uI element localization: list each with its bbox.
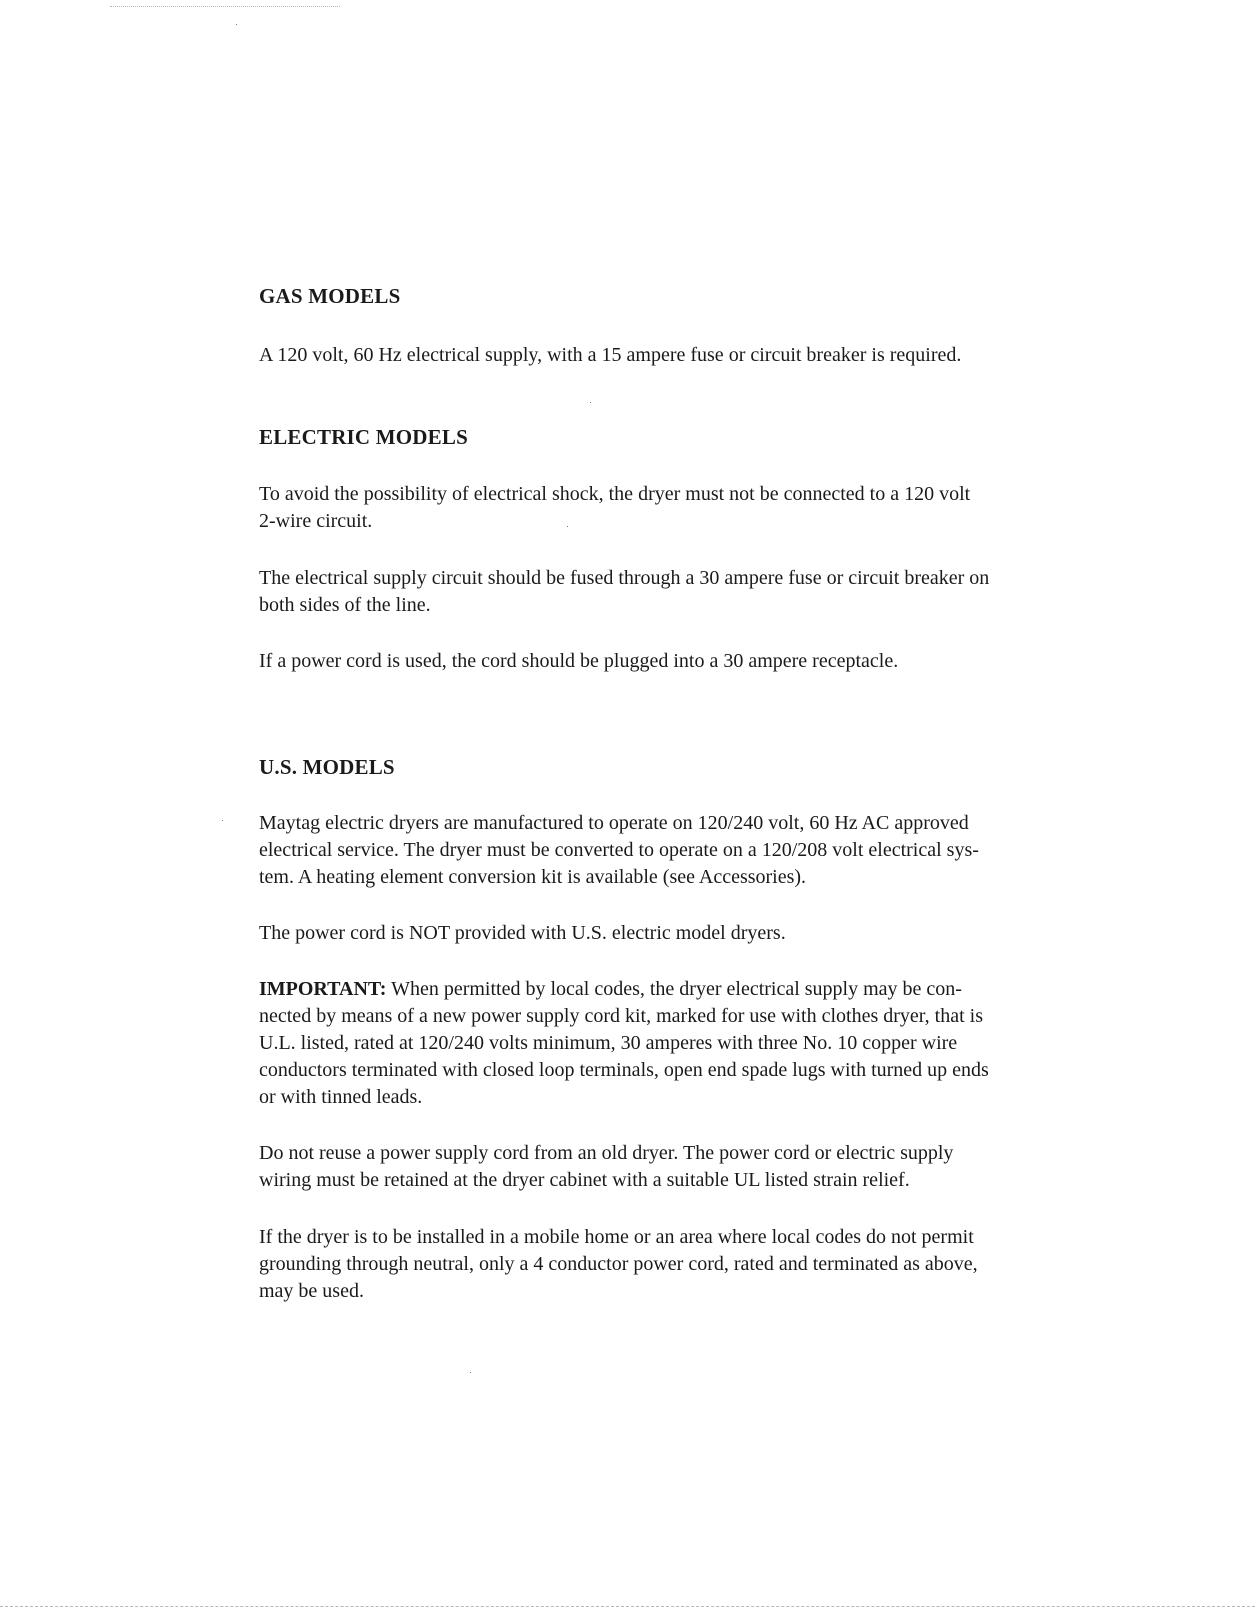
text-line: U.L. listed, rated at 120/240 volts minimum, 30 amperes with three No. 10 copper wire (259, 1032, 958, 1054)
text-line: may be used. (259, 1280, 364, 1302)
scan-speck (236, 24, 237, 25)
text-line: The electrical supply circuit should be fused through a 30 ampere fuse or circuit breaker on (259, 567, 990, 589)
gas-models-heading: GAS MODELS (259, 284, 401, 308)
text-line: tem. A heating element conversion kit is available (see Accessories). (259, 866, 807, 888)
important-label: IMPORTANT: (259, 978, 387, 1000)
text-line: or with tinned leads. (259, 1086, 423, 1108)
electric-models-heading: ELECTRIC MODELS (259, 425, 468, 449)
electric-models-paragraph-1 (259, 481, 1179, 535)
us-models-heading: U.S. MODELS (259, 755, 395, 779)
us-models-paragraph-4 (259, 1140, 1179, 1194)
text-line: Maytag electric dryers are manufactured to operate on 120/240 volt, 60 Hz AC approved (259, 812, 969, 834)
gas-models-paragraph (259, 342, 1179, 369)
text-line: If the dryer is to be installed in a mobile home or an area where local codes do not permit (259, 1226, 974, 1248)
us-models-paragraph-1 (259, 810, 1179, 891)
scan-speck (222, 820, 223, 821)
text-line: Do not reuse a power supply cord from an old dryer. The power cord or electric supply (259, 1142, 954, 1164)
text-line: To avoid the possibility of electrical shock, the dryer must not be connected to a 120 volt (259, 483, 971, 505)
text-line: 2-wire circuit. (259, 510, 373, 532)
scan-artifact (110, 6, 340, 8)
text-line: nected by means of a new power supply cord kit, marked for use with clothes dryer, that is (259, 1005, 983, 1027)
us-models-paragraph-5 (259, 1224, 1179, 1305)
text-line: If a power cord is used, the cord should be plugged into a 30 ampere receptacle. (259, 650, 899, 672)
important-text: When permitted by local codes, the dryer electrical supply may be con- (386, 978, 962, 1000)
scan-bottom-edge (0, 1606, 1255, 1608)
electric-models-paragraph-2 (259, 565, 1179, 619)
important-paragraph (259, 976, 1179, 1111)
scan-speck (590, 402, 591, 403)
text-line: The power cord is NOT provided with U.S. electric model dryers. (259, 922, 786, 944)
electric-models-paragraph-3 (259, 648, 1179, 675)
text-line: wiring must be retained at the dryer cabinet with a suitable UL listed strain relief. (259, 1169, 910, 1191)
text-line: electrical service. The dryer must be converted to operate on a 120/208 volt electrical sys- (259, 839, 979, 861)
text-line: conductors terminated with closed loop terminals, open end spade lugs with turned up ends (259, 1059, 989, 1081)
us-models-paragraph-2 (259, 920, 1179, 947)
text-line: grounding through neutral, only a 4 conductor power cord, rated and terminated as above, (259, 1253, 978, 1275)
scan-speck (470, 1372, 471, 1373)
text-line: A 120 volt, 60 Hz electrical supply, with a 15 ampere fuse or circuit breaker is required. (259, 344, 962, 366)
text-line (259, 976, 1179, 1003)
text-line: both sides of the line. (259, 594, 431, 616)
